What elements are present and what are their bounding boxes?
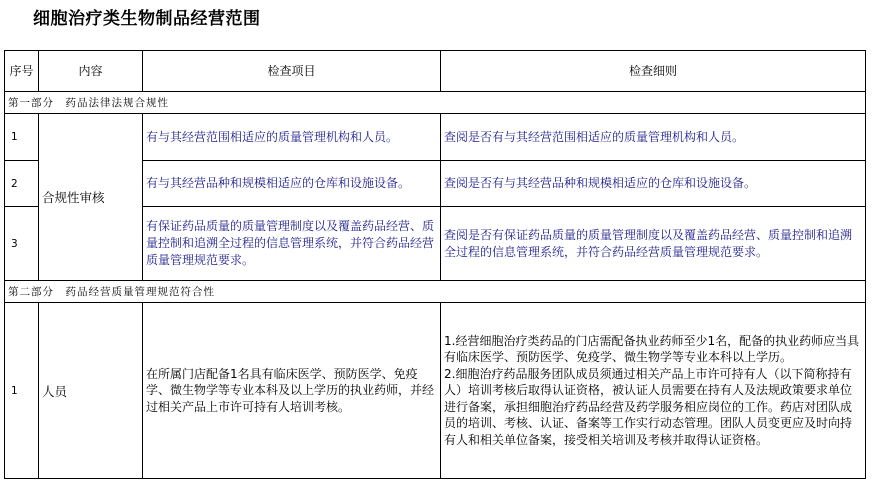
row-number: 2 (5, 161, 39, 207)
header-no: 序号 (5, 51, 39, 92)
check-detail: 查阅是否有保证药品质量的质量管理制度以及覆盖药品经营、质量控制和追溯全过程的信息管理系统，并符合药品经营质量管理规范要求。 (441, 207, 866, 281)
section-label: 第二部分 药品经营质量管理规范符合性 (5, 281, 866, 303)
page-title: 细胞治疗类生物制品经营范围 (33, 9, 261, 29)
check-item: 在所属门店配备1名具有临床医学、预防医学、免疫学、微生物学等专业本科及以上学历的执业药师，并经过相关产品上市许可持有人培训考核。 (143, 303, 441, 479)
content-cell: 人员 (39, 303, 143, 479)
table-row (5, 303, 866, 479)
category-cell: 合规性审核 (39, 114, 143, 281)
check-item: 有与其经营品种和规模相适应的仓库和设施设备。 (143, 161, 441, 207)
check-item: 有保证药品质量的质量管理制度以及覆盖药品经营、质量控制和追溯全过程的信息管理系统，并符合药品经营质量管理规范要求。 (143, 207, 441, 281)
check-detail: 查阅是否有与其经营品种和规模相适应的仓库和设施设备。 (441, 161, 866, 207)
header-item: 检查项目 (143, 51, 441, 92)
section-row-2 (5, 281, 866, 303)
section-label: 第一部分 药品法律法规合规性 (5, 92, 866, 114)
section-row-1 (5, 92, 866, 114)
table-row (5, 114, 866, 161)
check-detail: 1.经营细胞治疗类药品的门店需配备执业药师至少1名，配备的执业药师应当具有临床医学、预防医学、免疫学、微生物学等专业本科以上学历。 2.细胞治疗药品服务团队成员须通过相关产品上市许可持有人（以下简称持有人）培训考核后取得认证资格，被认证人员需要在持有人及法规政策要求单位进行备案，承担细胞治疗药品经营及药学服务相应岗位的工作。药店对团队成员的培训、考核、认证、备案等工作实行动态管理。团队人员变更应及时向持有人和相关单位备案，接受相关培训及考核并取得认证资格。 (441, 303, 866, 479)
check-detail: 查阅是否有与其经营范围相适应的质量管理机构和人员。 (441, 114, 866, 161)
header-detail: 检查细则 (441, 51, 866, 92)
header-row (5, 51, 866, 92)
check-item: 有与其经营范围相适应的质量管理机构和人员。 (143, 114, 441, 161)
header-content: 内容 (39, 51, 143, 92)
row-number: 1 (5, 303, 39, 479)
row-number: 1 (5, 114, 39, 161)
row-number: 3 (5, 207, 39, 281)
inspection-table (4, 50, 866, 479)
